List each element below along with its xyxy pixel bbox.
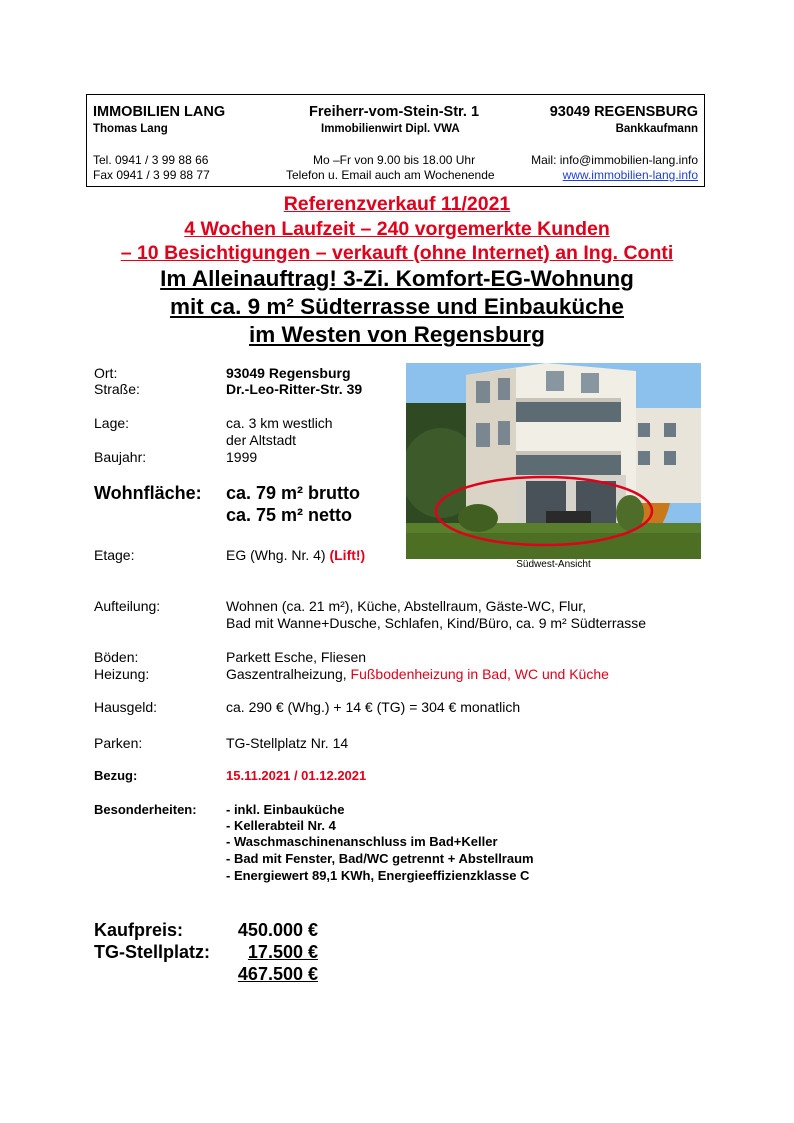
photo-caption: Südwest-Ansicht [516,559,591,570]
lift-note: (Lift!) [329,547,366,563]
wohnflaeche-brutto: ca. 79 m² brutto [226,483,361,503]
reference-title: Referenzverkauf 11/2021 [283,193,511,215]
website-link[interactable]: www.immobilien-lang.info [562,168,698,182]
company-city: 93049 REGENSBURG [549,104,698,120]
wohnflaeche-netto: ca. 75 m² netto [226,505,353,525]
heizung-text: Gaszentralheizung, [226,666,347,682]
besonderheit-item: - inkl. Einbauküche [226,802,345,817]
letterhead-row-2 [93,123,698,135]
baujahr-value: 1999 [226,449,258,465]
building-photo [406,363,701,559]
fussbodenheizung-note: Fußbodenheizung in Bad, WC und Küche [350,666,609,682]
boeden-value: Parkett Esche, Fliesen [226,649,367,665]
email-address[interactable]: Mail: info@immobilien-lang.info [531,153,698,167]
aufteilung-value-1: Wohnen (ca. 21 m²), Küche, Abstellraum, Gäste-WC, Flur, [226,598,586,614]
letterhead-row-4 [93,168,698,182]
boeden-label: Böden: [94,649,139,665]
company-street: Freiherr-vom-Stein-Str. 1 [309,104,480,120]
building-photo-illustration [406,363,701,559]
kaufpreis-value: 450.000 € [237,920,318,940]
ort-label: Ort: [94,365,118,381]
strasse-value: Dr.-Leo-Ritter-Str. 39 [226,381,363,397]
ort-value: 93049 Regensburg [226,365,351,381]
viewings-line: – 10 Besichtigungen – verkauft (ohne Internet) an Ing. Conti [120,242,674,264]
owner-title-2: Bankkaufmann [615,123,698,135]
heizung-label: Heizung: [94,666,150,682]
owner-name: Thomas Lang [93,123,168,135]
hausgeld-label: Hausgeld: [94,699,158,715]
total-price: 467.500 € [237,964,318,984]
strasse-label: Straße: [94,381,140,397]
besonderheit-item: - Bad mit Fenster, Bad/WC getrennt + Abstellraum [226,851,534,866]
phone-number: Tel. 0941 / 3 99 88 66 [93,153,209,167]
etage-value [226,547,365,563]
aufteilung-label: Aufteilung: [94,598,161,614]
baujahr-label: Baujahr: [94,449,147,465]
letterhead-row-1 [93,104,698,120]
owner-title-1: Immobilienwirt Dipl. VWA [321,123,460,135]
parken-label: Parken: [94,735,143,751]
weekend-note: Telefon u. Email auch am Wochenende [286,168,495,182]
besonderheit-item: - Waschmaschinenanschluss im Bad+Keller [226,834,498,849]
besonderheit-item: - Energiewert 89,1 KWh, Energieeffizienzklasse C [226,868,530,883]
etage-label: Etage: [94,547,135,563]
hausgeld-value: ca. 290 € (Whg.) + 14 € (TG) = 304 € monatlich [226,699,521,715]
aufteilung-value-2: Bad mit Wanne+Dusche, Schlafen, Kind/Büro, ca. 9 m² Südterrasse [226,615,647,631]
besonderheiten-label: Besonderheiten: [94,802,197,817]
sale-duration-line: 4 Wochen Laufzeit – 240 vorgemerkte Kunden [184,218,610,240]
stellplatz-value: 17.500 € [247,942,318,962]
letterhead-row-3 [93,153,698,167]
etage-text: EG (Whg. Nr. 4) [226,547,326,563]
listing-title-3: im Westen von Regensburg [249,322,545,347]
stellplatz-label: TG-Stellplatz: [94,942,210,962]
bezug-value: 15.11.2021 / 01.12.2021 [226,768,367,783]
fax-number: Fax 0941 / 3 99 88 77 [93,168,210,182]
listing-title-1: Im Alleinauftrag! 3-Zi. Komfort-EG-Wohnung [160,266,634,291]
lage-value-1: ca. 3 km westlich [226,415,333,431]
lage-label: Lage: [94,415,130,431]
company-name: IMMOBILIEN LANG [93,104,226,120]
listing-title-2: mit ca. 9 m² Südterrasse und Einbauküche [170,294,624,319]
lage-value-2: der Altstadt [226,432,297,448]
wohnflaeche-label: Wohnfläche: [94,483,202,503]
kaufpreis-label: Kaufpreis: [94,920,184,940]
bezug-label: Bezug: [94,768,138,783]
office-hours: Mo –Fr von 9.00 bis 18.00 Uhr [313,153,476,167]
besonderheit-item: - Kellerabteil Nr. 4 [226,818,336,833]
parken-value: TG-Stellplatz Nr. 14 [226,735,349,751]
heizung-value [226,666,609,682]
letterhead [86,94,705,187]
